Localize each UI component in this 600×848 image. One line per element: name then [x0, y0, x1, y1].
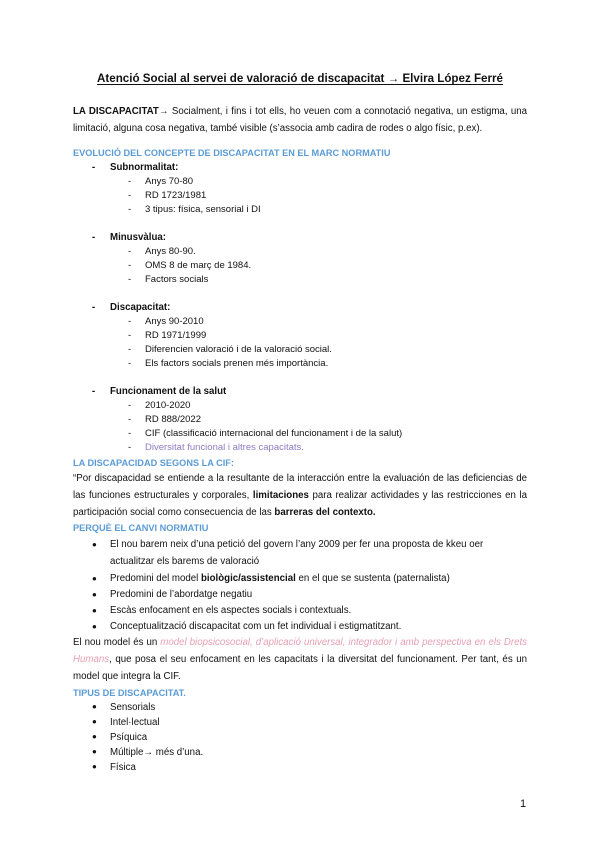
cif-bold-barreras: barreras del contexto.: [274, 507, 376, 518]
page-number: 1: [520, 798, 527, 810]
intro-arrow: →: [158, 106, 169, 117]
change-heading: PERQUÈ EL CANVI NORMATIU: [73, 523, 209, 533]
cif-quote: “Por discapacidad se entiende a la resultante de la interacción entre la evaluación de las deficiencias de las funciones estructurales y corporales, limitaciones para realizar actividades y las restricciones en la participación social como consecuencia de las barreras del contexto.: [73, 473, 527, 518]
bullet-icon: ●: [92, 590, 97, 599]
cif-heading: LA DISCAPACIDAD SEGONS LA CIF:: [73, 458, 234, 468]
bullet-icon: ●: [92, 747, 97, 756]
types-heading: TIPUS DE DISCAPACITAT.: [73, 688, 186, 698]
model-paragraph: El nou model és un model biopsicosocial, d’aplicació universal, integrador i amb perspectiva en els Drets Humans, que posa el seu enfocament en les capacitats i la diversitat del funcionament. Per tant, és un model que integra la CIF.: [73, 637, 527, 682]
concept-label: Discapacitat:: [110, 302, 171, 313]
cif-bold-limitaciones: limitaciones: [252, 490, 309, 501]
bullet-icon: ●: [92, 702, 97, 711]
document-page: Atenció Social al servei de valoració de discapacitat → Elvira López Ferré LA DISCAPACITAT→ Socialment, i fins i tot ells, ho veuen com a connotació negativa, un estigma, una limitació, alguna cosa negativa, també visible (s’associa amb cadira de rodes o algo físic, p.ex). EVOLUCIÓ DEL CONCEPTE DE DISCAPACITAT EN EL MARC NORMATIU - Subnormalitat: - Anys 70-80 - RD 1723/1981 - 3 tipus: física, sensorial i DI - Minusvàlua: - Anys 80-90. - OMS 8 de març de 1984. - Factors socials - Discapacitat: - Anys 90-2010 - RD 1971/1999 - Diferencien valoració i de la valoració social. - Els factors socials prenen més importància. - Funcionament de la salut - 2010-2020 - RD 888/2022 - CIF (classificació internacional del funcionament i de la salut) - Diversitat funcional i altres capacitats. LA DISCAPACIDAD SEGONS LA CIF: “Por discapacidad se entiende a la resultante de la interacción entre la evaluación de las deficiencias de las funciones estructurales y corporales, limitaciones para realizar actividades y las restricciones en la participación social como consecuencia de las barreras del contexto. PERQUÈ EL CANVI NORMATIU ● El nou barem neix d’una petició del govern l’any 2009 per fer una proposta de kkeu oer actualitzar els barems de valoració ● Predomini del model biològic/assistencial en el que se sustenta (paternalista) ● Predomini de l’abordatge negatiu ● Escàs enfocament en els aspectes socials i contextuals. ● Conceptualització discapacitat com un fet individual i estigmatitzant. El nou model és un model biopsicosocial, d’aplicació universal, integrador i amb perspectiva en els Drets Humans, que posa el seu enfocament en les capacitats i la diversitat del funcionament. Per tant, és un model que integra la CIF. TIPUS DE DISCAPACITAT. ● Sensorials ● Intel·lectual ● Psíquica ● Múltiple→ més d’una. ● Física 1: [0, 0, 600, 848]
concept-label: Funcionament de la salut: [110, 386, 227, 397]
bullet-icon: ●: [92, 540, 97, 549]
bullet-icon: ●: [92, 622, 97, 631]
bullet-icon: ●: [92, 606, 97, 615]
evolution-heading: EVOLUCIÓ DEL CONCEPTE DE DISCAPACITAT EN EL MARC NORMATIU: [73, 148, 391, 158]
bullet-icon: ●: [92, 762, 97, 771]
intro-label: LA DISCAPACITAT: [73, 106, 159, 117]
intro-paragraph: [73, 103, 527, 137]
intro-text: Socialment, i fins i tot ells, ho veuen com a connotació negativa, un estigma, una limitació, alguna cosa negativa, també visible (s’associa amb cadira de rodes o algo físic, p.ex).: [73, 106, 528, 134]
model-italic: model biopsicosocial, d’aplicació universal, integrador i amb perspectiva en els Drets Humans: [73, 637, 527, 665]
bullet-icon: ●: [92, 732, 97, 741]
concept-label: Subnormalitat:: [110, 162, 179, 173]
document-title: Atenció Social al servei de valoració de discapacitat → Elvira López Ferré: [97, 72, 503, 85]
bullet-icon: ●: [92, 574, 97, 583]
concept-label: Minusvàlua:: [110, 232, 166, 243]
bullet-icon: ●: [92, 717, 97, 726]
